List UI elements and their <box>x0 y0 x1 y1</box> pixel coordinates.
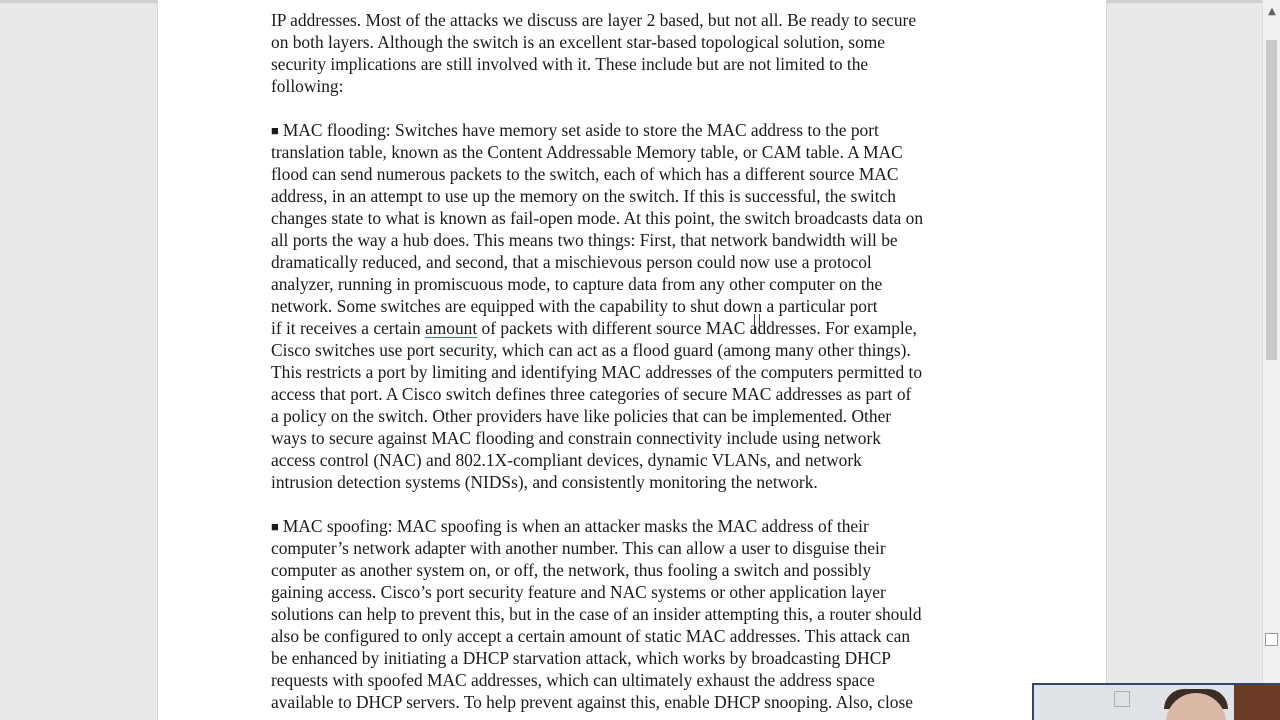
document-body[interactable] <box>271 9 1001 713</box>
body-line: all ports the way a hub does. This means two things: First, that network bandwidth will be <box>271 230 898 250</box>
scroll-up-arrow-icon[interactable]: ▲ <box>1268 5 1276 17</box>
body-line: computer as another system on, or off, the network, thus fooling a switch and possibly <box>271 560 872 580</box>
body-line: MAC flooding: Switches have memory set aside to store the MAC address to the port <box>282 120 879 140</box>
body-line: changes state to what is known as fail-open mode. At this point, the switch broadcasts data on <box>271 208 924 228</box>
body-line: requests with spoofed MAC addresses, which can ultimately exhaust the address space <box>271 670 875 690</box>
body-line: access control (NAC) and 802.1X-compliant devices, dynamic VLANs, and network <box>271 450 862 470</box>
webcam-door <box>1234 685 1280 720</box>
body-line: also be configured to only accept a certain amount of static MAC addresses. This attack can <box>271 626 911 646</box>
body-line: Cisco switches use port security, which can act as a flood guard (among many other things). <box>271 340 911 360</box>
wall-frame-icon <box>1114 691 1130 707</box>
bullet-square-icon: ■ <box>271 519 279 534</box>
body-line: be enhanced by initiating a DHCP starvation attack, which works by broadcasting DHCP <box>271 648 891 668</box>
body-line: intrusion detection systems (NIDSs), and consistently monitoring the network. <box>271 472 818 492</box>
body-line: following: <box>271 76 344 96</box>
body-line: MAC spoofing: MAC spoofing is when an attacker masks the MAC address of their <box>282 516 869 536</box>
body-line: address, in an attempt to use up the memory on the switch. If this is successful, the switch <box>271 186 896 206</box>
body-line: a policy on the switch. Other providers have like policies that can be implemented. Other <box>271 406 892 426</box>
text-run: of packets with different source MAC addresses. For example, <box>477 318 917 338</box>
scroll-thumb[interactable] <box>1266 40 1277 360</box>
webcam-overlay <box>1032 683 1280 720</box>
body-line: ways to secure against MAC flooding and constrain connectivity include using network <box>271 428 881 448</box>
ibeam-cursor-icon <box>754 314 760 334</box>
body-line: IP addresses. Most of the attacks we discuss are layer 2 based, but not all. Be ready to secure <box>271 10 917 30</box>
body-line: network. Some switches are equipped with the capability to shut down a particular port <box>271 296 878 316</box>
body-line-with-flagged-word <box>271 317 1001 339</box>
bullet-mac-flooding <box>271 119 1001 141</box>
vertical-scrollbar[interactable] <box>1262 0 1280 720</box>
body-line: security implications are still involved with it. These include but are not limited to the <box>271 54 869 74</box>
bullet-square-icon: ■ <box>271 123 279 138</box>
body-line: analyzer, running in promiscuous mode, to capture data from any other computer on the <box>271 274 883 294</box>
body-line: dramatically reduced, and second, that a mischievous person could now use a protocol <box>271 252 872 272</box>
bullet-mac-spoofing <box>271 515 1001 537</box>
body-line: translation table, known as the Content Addressable Memory table, or CAM table. A MAC <box>271 142 903 162</box>
spellcheck-flagged-word[interactable]: amount <box>425 318 478 338</box>
split-box-icon[interactable] <box>1265 633 1278 646</box>
body-line: gaining access. Cisco’s port security feature and NAC systems or other application layer <box>271 582 886 602</box>
body-line: available to DHCP servers. To help prevent against this, enable DHCP snooping. Also, close <box>271 692 913 712</box>
body-line: on both layers. Although the switch is an excellent star-based topological solution, some <box>271 32 886 52</box>
paragraph-gap <box>271 493 1001 515</box>
body-line: This restricts a port by limiting and identifying MAC addresses of the computers permitted to <box>271 362 923 382</box>
body-line: flood can send numerous packets to the switch, each of which has a different source MAC <box>271 164 899 184</box>
body-line: access that port. A Cisco switch defines three categories of secure MAC addresses as part of <box>271 384 912 404</box>
body-line: computer’s network adapter with another number. This can allow a user to disguise their <box>271 538 886 558</box>
text-run: if it receives a certain <box>271 318 426 338</box>
body-line: solutions can help to prevent this, but in the case of an insider attempting this, a router should <box>271 604 922 624</box>
paragraph-gap <box>271 97 1001 119</box>
